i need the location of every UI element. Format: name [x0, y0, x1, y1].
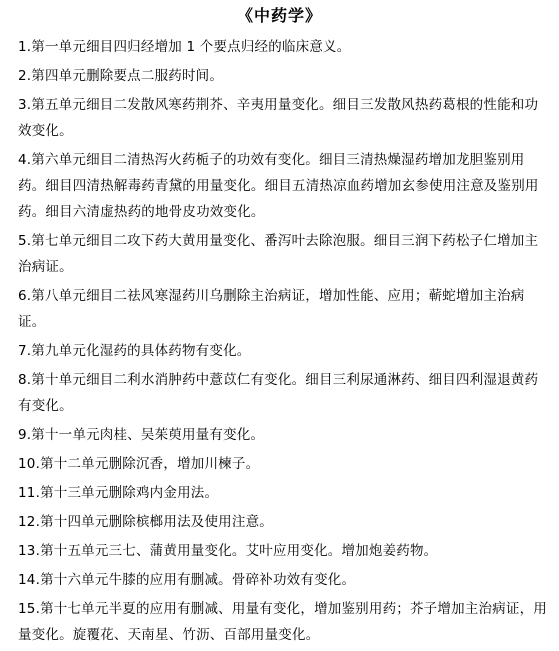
- list-item: 3.第五单元细目二发散风寒药荆芥、辛夷用量变化。细目三发散风热药葛根的性能和功效变化。: [18, 97, 539, 139]
- list-item: 2.第四单元删除要点二服药时间。: [18, 68, 224, 84]
- list-item: 12.第十四单元删除槟榔用法及使用注意。: [18, 514, 273, 530]
- list-item: 4.第六单元细目二清热泻火药栀子的功效有变化。细目三清热燥湿药增加龙胆鉴别用药。细目四清热解毒药青黛的用量变化。细目五清热凉血药增加玄参使用注意及鉴别用药。细目六清虚热药的地骨皮功效变化。: [18, 152, 539, 220]
- list-item: 11.第十三单元删除鸡内金用法。: [18, 485, 219, 501]
- item-list: [18, 34, 548, 651]
- list-item: 9.第十一单元肉桂、吴茱萸用量有变化。: [18, 427, 265, 443]
- document-title: 《中药学》: [236, 6, 322, 25]
- list-item: 13.第十五单元三七、蒲黄用量变化。艾叶应用变化。增加炮姜药物。: [18, 543, 438, 559]
- list-item: 6.第八单元细目二祛风寒湿药川乌删除主治病证，增加性能、应用；蕲蛇增加主治病证。: [18, 288, 525, 330]
- list-item: 15.第十七单元半夏的应用有删减、用量有变化，增加鉴别用药；芥子增加主治病证，用量变化。旋覆花、天南星、竹沥、百部用量变化。: [18, 601, 547, 643]
- list-item: 5.第七单元细目二攻下药大黄用量变化、番泻叶去除泡服。细目三润下药松子仁增加主治病证。: [18, 233, 539, 275]
- list-item: 7.第九单元化湿药的具体药物有变化。: [18, 343, 251, 359]
- list-item: 10.第十二单元删除沉香，增加川楝子。: [18, 456, 260, 472]
- list-item: 14.第十六单元牛膝的应用有删减。骨碎补功效有变化。: [18, 572, 356, 588]
- list-item: 8.第十单元细目二利水消肿药中薏苡仁有变化。细目三利尿通淋药、细目四利湿退黄药有变化。: [18, 372, 539, 414]
- list-item: 1.第一单元细目四归经增加 1 个要点归经的临床意义。: [18, 39, 351, 55]
